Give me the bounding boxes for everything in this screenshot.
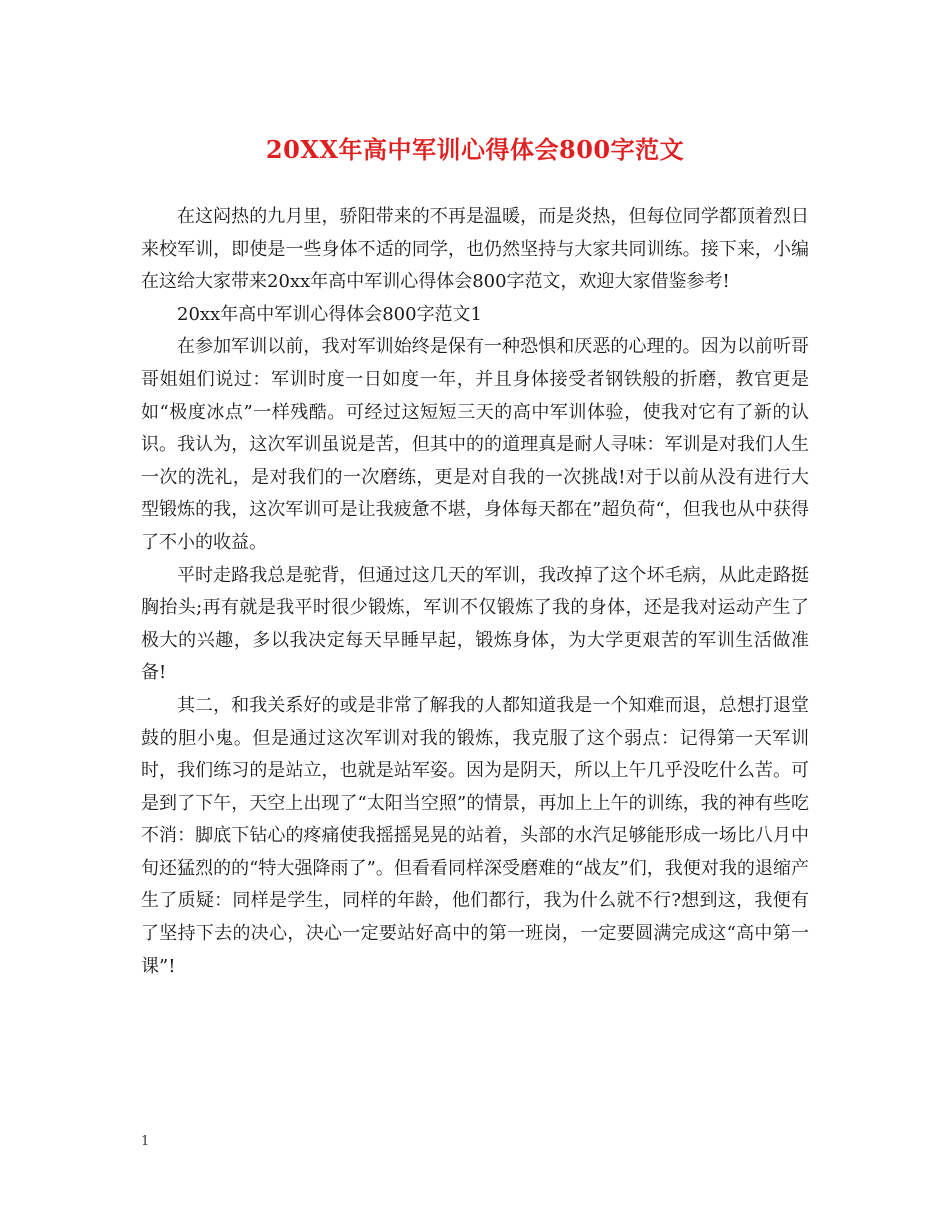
paragraph-2: 平时走路我总是驼背，但通过这几天的军训，我改掉了这个坏毛病，从此走路挺胸抬头;再有就是我平时很少锻炼，军训不仅锻炼了我的身体，还是我对运动产生了极大的兴趣，多以我决定每天早睡早起，锻炼身体，为大学更艰苦的军训生活做准备! [141,564,809,684]
paragraph-intro: 在这闷热的九月里，骄阳带来的不再是温暖，而是炎热，但每位同学都顶着烈日来校军训，即使是一些身体不适的同学，也仍然坚持与大家共同训练。接下来，小编在这给大家带来20xx年高中军训心得体会800字范文，欢迎大家借鉴参考! [141,206,809,293]
document-title: 20XX年高中军训心得体会800字范文 [265,135,685,164]
paragraph-1: 在参加军训以前，我对军训始终是保有一种恐惧和厌恶的心理的。因为以前听哥哥姐姐们说过：军训时度一日如度一年，并且身体接受者钢铁般的折磨，教官更是如“极度冰点”一样残酷。可经过这短短三天的高中军训体验，使我对它有了新的认识。我认为，这次军训虽说是苦，但其中的的道理真是耐人寻味：军训是对我们人生一次的洗礼，是对我们的一次磨练，更是对自我的一次挑战!对于以前从没有进行大型锻炼的我，这次军训可是让我疲惫不堪，身体每天都在”超负荷“，但我也从中获得了不小的收益。 [141,336,809,553]
paragraph-3: 其二，和我关系好的或是非常了解我的人都知道我是一个知难而退，总想打退堂鼓的胆小鬼。但是通过这次军训对我的锻炼，我克服了这个弱点：记得第一天军训时，我们练习的是站立，也就是站军姿。因为是阴天，所以上午几乎没吃什么苦。可是到了下午，天空上出现了“太阳当空照”的情景，再加上上午的训练，我的神有些吃不消：脚底下钻心的疼痛使我摇摇晃晃的站着，头部的水汽足够能形成一场比八月中旬还猛烈的的“特大强降雨了”。但看看同样深受磨难的“战友”们，我便对我的退缩产生了质疑：同样是学生，同样的年龄，他们都行，我为什么就不行?想到这，我便有了坚持下去的决心，决心一定要站好高中的第一班岗，一定要圆满完成这“高中第一课”! [141,694,809,977]
page-number: 1 [141,1134,150,1149]
document-body [141,201,809,983]
section-heading: 20xx年高中军训心得体会800字范文1 [177,303,483,325]
